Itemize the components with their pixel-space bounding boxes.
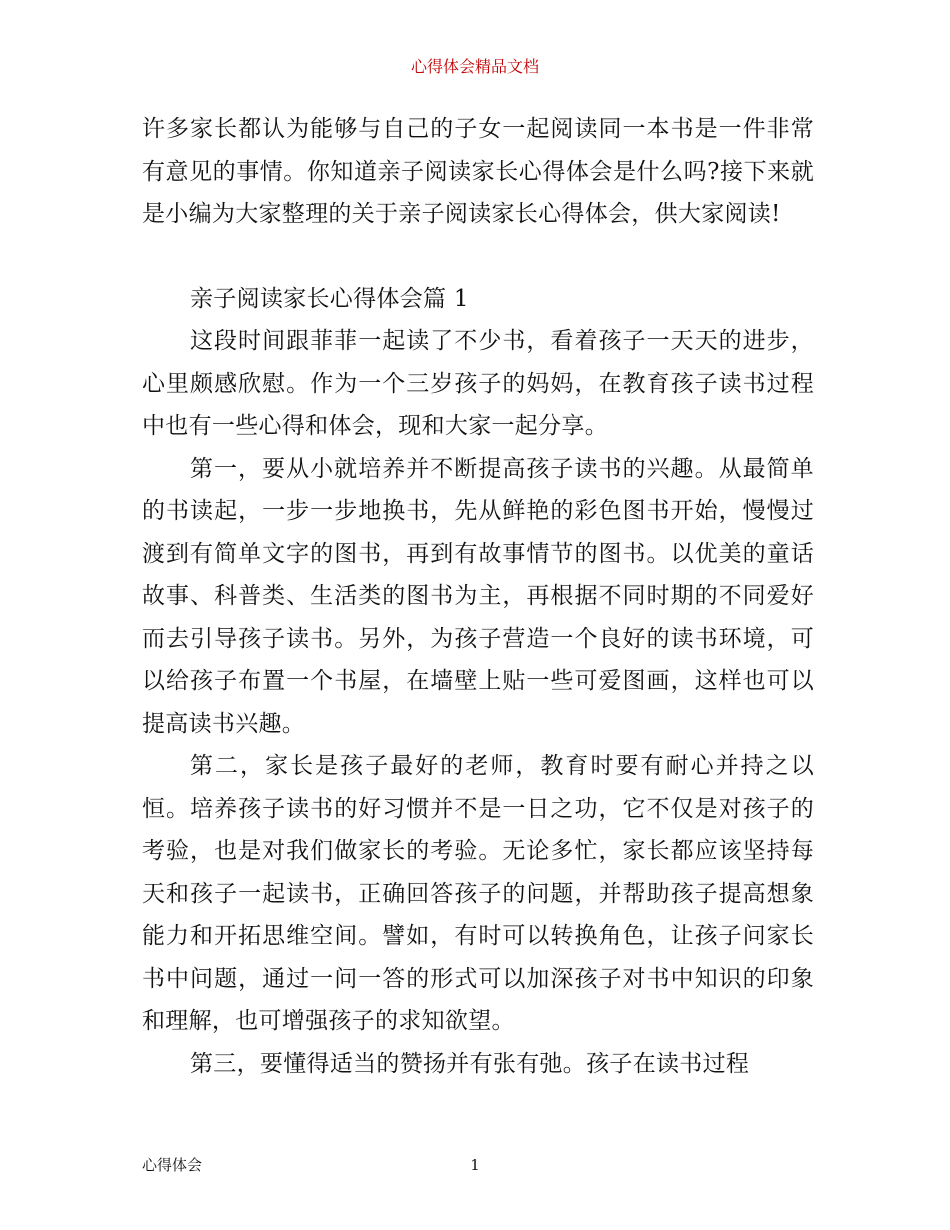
body-paragraph-2: 第一，要从小就培养并不断提高孩子读书的兴趣。从最简单的书读起，一步一步地换书，先从鲜艳的彩色图书开始，慢慢过渡到有简单文字的图书，再到有故事情节的图书。以优美的童话故事、科普类、生活类的图书为主，再根据不同时期的不同爱好而去引导孩子读书。另外，为孩子营造一个良好的读书环境，可以给孩子布置一个书屋，在墙壁上贴一些可爱图画，这样也可以提高读书兴趣。 [142, 455, 814, 737]
body-paragraph-1: 这段时间跟菲菲一起读了不少书，看着孩子一天天的进步，心里颇感欣慰。作为一个三岁孩子的妈妈，在教育孩子读书过程中也有一些心得和体会，现和大家一起分享。 [142, 328, 814, 439]
page-header-title: 心得体会精品文档 [410, 57, 539, 76]
section-title: 亲子阅读家长心得体会篇 1 [190, 285, 469, 312]
intro-paragraph: 许多家长都认为能够与自己的子女一起阅读同一本书是一件非常有意见的事情。你知道亲子阅读家长心得体会是什么吗?接下来就是小编为大家整理的关于亲子阅读家长心得体会，供大家阅读! [142, 116, 814, 227]
footer-label: 心得体会 [142, 1156, 203, 1174]
page-number: 1 [470, 1156, 480, 1174]
document-body [142, 108, 814, 1085]
body-paragraph-3: 第二，家长是孩子最好的老师，教育时要有耐心并持之以恒。培养孩子读书的好习惯并不是一日之功，它不仅是对孩子的考验，也是对我们做家长的考验。无论多忙，家长都应该坚持每天和孩子一起读书，正确回答孩子的问题，并帮助孩子提高想象能力和开拓思维空间。譬如，有时可以转换角色，让孩子问家长书中问题，通过一问一答的形式可以加深孩子对书中知识的印象和理解，也可增强孩子的求知欲望。 [142, 753, 814, 1034]
body-paragraph-4: 第三，要懂得适当的赞扬并有张有弛。孩子在读书过程 [190, 1050, 750, 1077]
